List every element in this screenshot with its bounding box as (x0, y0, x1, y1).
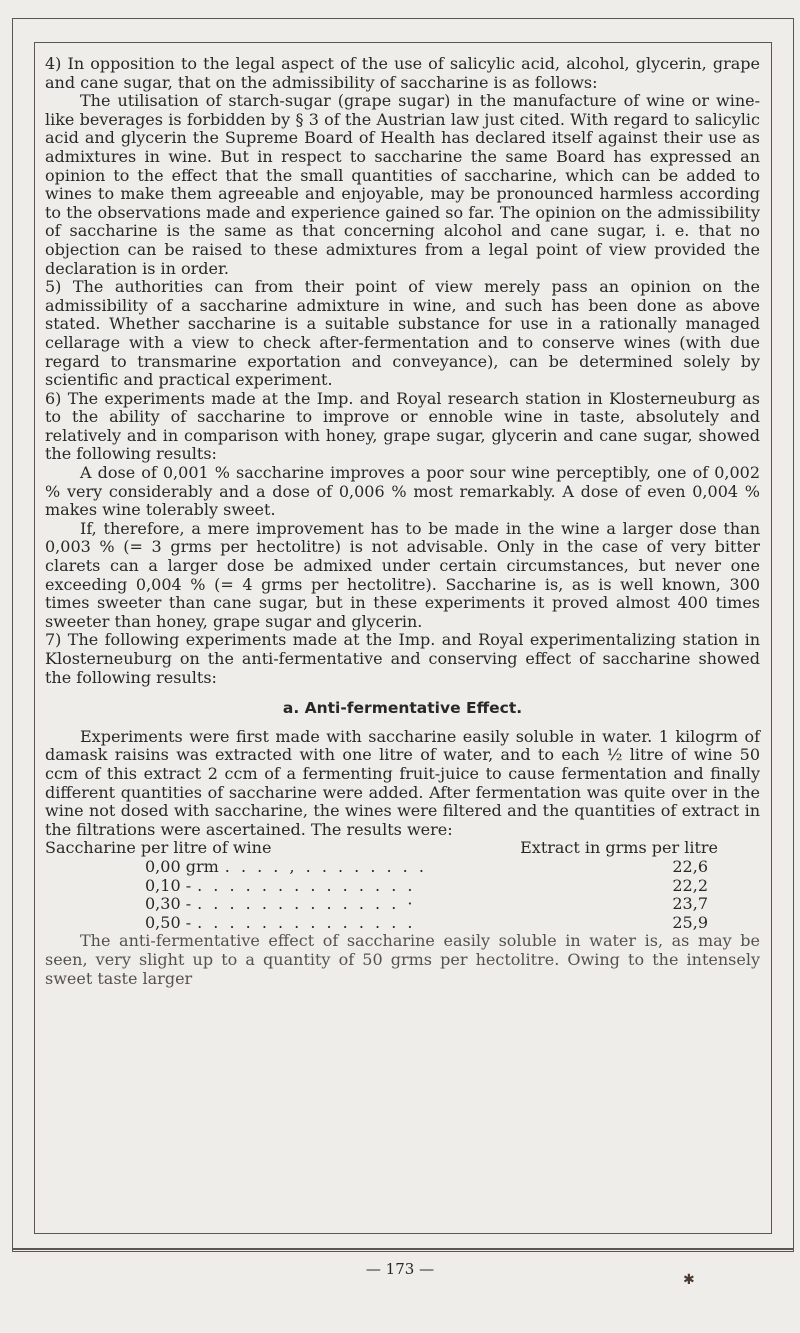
table-row (45, 914, 760, 933)
row-dose: 0,00 grm (145, 856, 219, 876)
table-row (45, 895, 760, 914)
row-dose: 0,50 - (145, 912, 192, 932)
column-header-saccharine: Saccharine per litre of wine (45, 838, 272, 858)
row-extract: 22,2 (672, 875, 708, 895)
bottom-rule (12, 1248, 794, 1250)
section-title: a. Anti-fermentative Effect. (282, 699, 523, 718)
row-extract: 25,9 (672, 912, 708, 932)
results-table-header (45, 839, 760, 858)
row-extract: 22,6 (672, 856, 708, 876)
paragraph-law: The utilisation of starch-sugar (grape sugar) in the manufacture of wine or wine-like beverages is forbidden by § 3 of the Austrian law just cited. With regard to salicylic acid and glycerin the Supreme Board of Health has declared itself against their use as admixtures in wine. But in respect to saccharine the same Board has expressed an opinion to the effect that the small quantities of saccharine, which can be added to wines to make them agreeable and enjoyable, may be pronounced harmless according to the observations made and experience gained so far. The opinion on the admissibility of saccharine is the same as that concerning alcohol and cane sugar, i. e. that no objection can be raised to these admixtures from a legal point of view provided the declaration is in order. (45, 91, 760, 278)
paragraph-5: 5) The authorities can from their point of view merely pass an opinion on the admissibility of a saccharine admixture in wine, and such has been done as above stated. Whether saccharine is a suitable substance for use in a rationally managed cellarage with a view to check after-fermentation and to conserve wines (with due regard to transmarine exportation and conveyance), can be determined solely by scientific and practical experiment. (45, 277, 760, 390)
paragraph-dose: A dose of 0,001 % saccharine improves a poor sour wine perceptibly, one of 0,002 % very considerably and a dose of 0,006 % most remarkably. A dose of even 0,004 % makes wine tolerably sweet. (45, 463, 760, 520)
column-header-extract: Extract in grms per litre (520, 838, 718, 858)
row-leader: . . . . , . . . . . . . . (224, 857, 427, 876)
row-dose: 0,10 - (145, 875, 192, 895)
paragraph-experiment: Experiments were first made with saccharine easily soluble in water. 1 kilogrm of damask raisins was extracted with one litre of water, and to each ½ litre of wine 50 ccm of this extract 2 ccm of a fermenting fruit-juice to cause fermentation and finally different quantities of saccharine were added. After fermentation was quite over in the wine not dosed with saccharine, the wines were filtered and the quantities of extract in the filtrations were ascertained. The results were: (45, 726, 760, 839)
row-dose: 0,30 - (145, 894, 192, 914)
row-leader: . . . . . . . . . . . . . . (197, 913, 416, 932)
row-leader: . . . . . . . . . . . . . · (197, 895, 416, 914)
table-row (45, 877, 760, 896)
row-leader: . . . . . . . . . . . . . . (197, 876, 416, 895)
paragraph-closing: The anti-fermentative effect of saccharine easily soluble in water is, as may be seen, very slight up to a quantity of 50 grms per hectolitre. Owing to the intensely sweet taste larger (45, 931, 760, 988)
paragraph-improvement: If, therefore, a mere improvement has to be made in the wine a larger dose than 0,003 % (= 3 grms per hectolitre) is not advisable. Only in the case of very bitter clarets can a larger dose be admixed under certain circumstances, but never one exceeding 0,004 % (= 4 grms per hectolitre). Saccharine is, as is well known, 300 times sweeter than cane sugar, but in these experiments it proved almost 400 times sweeter than honey, grape sugar and glycerin. (45, 518, 760, 631)
paragraph-6: 6) The experiments made at the Imp. and Royal research station in Klosterneuburg as to the ability of saccharine to improve or ennoble wine in taste, absolutely and relatively and in comparison with honey, grape sugar, glycerin and cane sugar, showed the following results: (45, 388, 760, 464)
table-row (45, 858, 760, 877)
page-number: — 173 — (365, 1260, 435, 1278)
page-content (45, 55, 760, 988)
ink-mark-icon: ✱ (683, 1272, 695, 1288)
row-extract: 23,7 (672, 894, 708, 914)
paragraph-4: 4) In opposition to the legal aspect of the use of salicylic acid, alcohol, glycerin, grape and cane sugar, that on the admissibility of saccharine is as follows: (45, 54, 760, 92)
paragraph-7: 7) The following experiments made at the Imp. and Royal experimentalizing station in Klosterneuburg on the anti-fermentative and conserving effect of saccharine showed the following results: (45, 630, 760, 687)
